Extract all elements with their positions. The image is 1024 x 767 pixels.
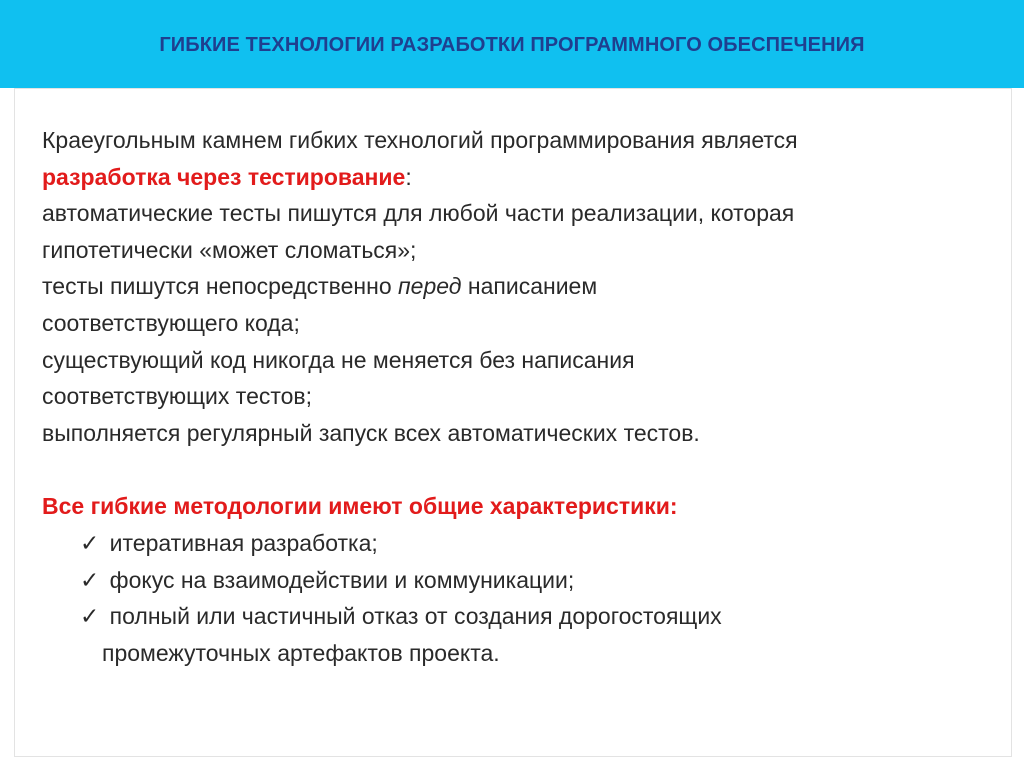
point-1-line-1: автоматические тесты пишутся для любой части реализации, которая <box>42 200 795 227</box>
point-2-after: написанием <box>461 273 598 300</box>
point-2-line-2: соответствующего кода; <box>42 309 300 336</box>
point-4-line-1: выполняется регулярный запуск всех автоматических тестов. <box>42 419 700 446</box>
point-3-line-1: существующий код никогда не меняется без написания <box>42 346 635 373</box>
check-icon: ✓ <box>80 566 100 593</box>
characteristic-text: полный или частичный отказ от создания дорогостоящих <box>103 603 722 630</box>
slide-content <box>42 122 1002 671</box>
slide-title: ГИБКИЕ ТЕХНОЛОГИИ РАЗРАБОТКИ ПРОГРАММНОГО ОБЕСПЕЧЕНИЯ <box>159 34 865 56</box>
characteristic-text: итеративная разработка; <box>103 529 378 556</box>
highlight-text: разработка через тестирование <box>42 163 406 190</box>
section-gap <box>42 451 1002 488</box>
point-3-line-2: соответствующих тестов; <box>42 383 313 410</box>
characteristics-heading: Все гибкие методологии имеют общие характеристики: <box>42 493 678 520</box>
characteristic-item <box>42 525 1002 562</box>
characteristic-item <box>42 598 1002 635</box>
characteristic-item <box>42 562 1002 599</box>
characteristic-continuation: промежуточных артефактов проекта. <box>102 639 500 666</box>
check-icon: ✓ <box>80 529 100 556</box>
intro-line: Краеугольным камнем гибких технологий программирования является <box>42 127 798 153</box>
intro-highlight-line <box>42 159 1002 196</box>
characteristic-text: фокус на взаимодействии и коммуникации; <box>103 566 575 593</box>
point-2-before: тесты пишутся непосредственно <box>42 273 399 300</box>
check-icon: ✓ <box>80 603 100 630</box>
point-2-line-1 <box>42 268 1002 305</box>
point-2-italic: перед <box>398 273 462 300</box>
highlight-colon: : <box>405 163 412 190</box>
point-1-line-2: гипотетически «может сломаться»; <box>42 236 417 263</box>
